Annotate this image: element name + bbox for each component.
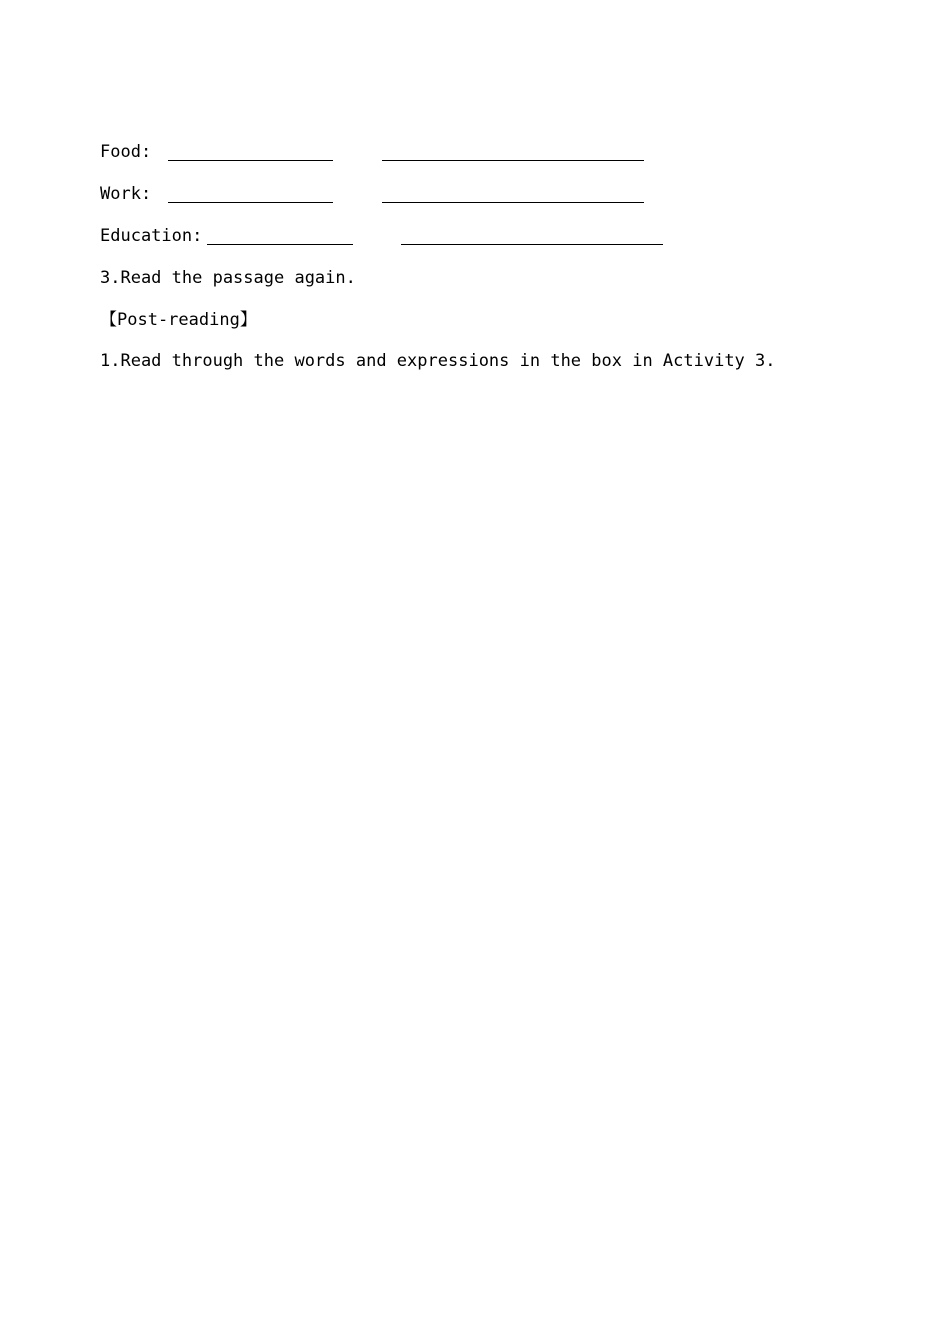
fill-row-education xyxy=(100,224,680,248)
instruction-read-again: 3.Read the passage again. xyxy=(100,268,356,288)
blank-line-work-1[interactable] xyxy=(168,202,333,203)
blank-line-food-2[interactable] xyxy=(382,160,644,161)
instruction-read-through: 1.Read through the words and expressions in the box in Activity 3. xyxy=(100,351,776,371)
fill-label-food: Food: xyxy=(100,142,152,162)
blank-line-food-1[interactable] xyxy=(168,160,333,161)
fill-label-education: Education: xyxy=(100,226,203,246)
blank-line-work-2[interactable] xyxy=(382,202,644,203)
blank-line-education-1[interactable] xyxy=(207,244,353,245)
blank-line-education-2[interactable] xyxy=(401,244,663,245)
fill-row-work xyxy=(100,182,660,206)
fill-label-work: Work: xyxy=(100,184,152,204)
section-heading-post-reading: 【Post-reading】 xyxy=(100,310,257,330)
fill-row-food xyxy=(100,140,660,164)
